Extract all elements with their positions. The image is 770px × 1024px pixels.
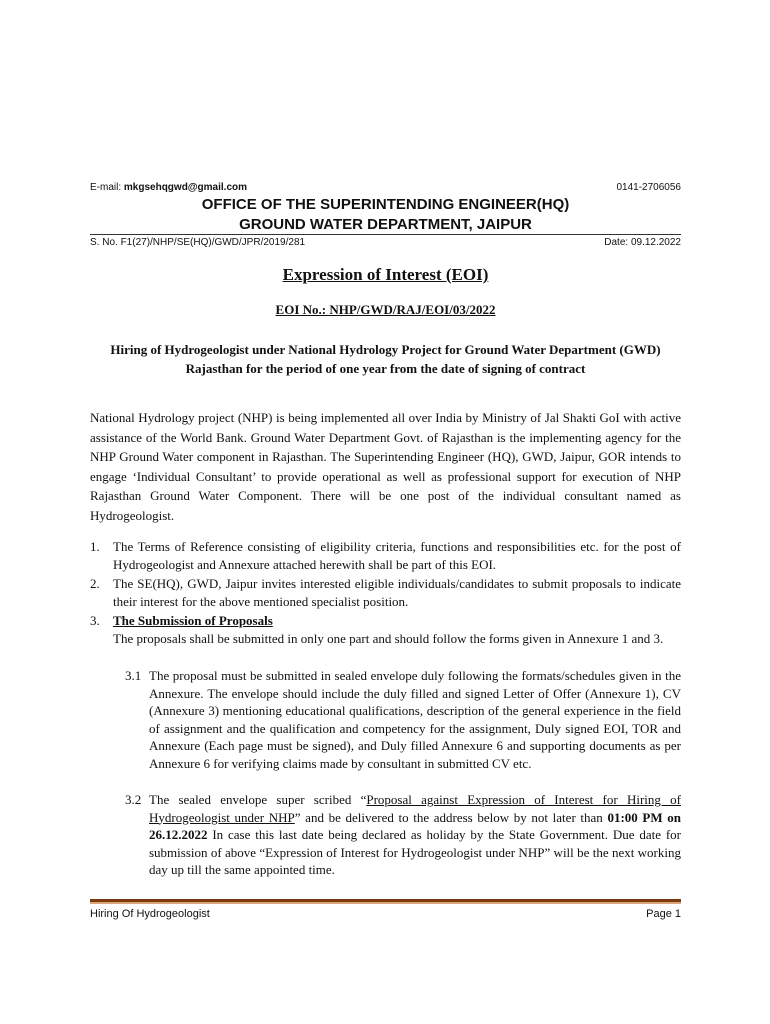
document-date: Date: 09.12.2022 [604, 237, 681, 248]
list-number: 2. [90, 576, 100, 591]
list-number: 3. [90, 613, 100, 628]
office-subtitle: GROUND WATER DEPARTMENT, JAIPUR [239, 216, 532, 233]
footer-rule-shadow [90, 902, 681, 904]
document-title: Expression of Interest (EOI) [282, 265, 489, 284]
section-text: The proposals shall be submitted in only one part and should follow the forms given in Annexure 1 and 3. [113, 630, 664, 646]
submission-deadline: 01:00 PM on 26.12.2022 [149, 809, 681, 842]
footer-title: Hiring Of Hydrogeologist [90, 908, 210, 920]
page-number: Page 1 [646, 908, 681, 920]
sub-item-text [149, 791, 681, 879]
sub-item-text-part: In case this last date being declared as holiday by the State Government. Due date for submission of above “Expression of Interest for Hydrogeologist under NHP” will be the next working day up till the same appointed time. [149, 827, 681, 877]
page-footer [90, 908, 681, 920]
intro-paragraph: National Hydrology project (NHP) is being implemented all over India by Ministry of Jal Shakti GoI with active assistance of the World Bank. Ground Water Department Govt. of Rajasthan is the implementing agency for the NHP Ground Water component in Rajasthan. The Superintending Engineer (HQ), GWD, Jaipur, GOR intends to engage ‘Individual Consultant’ to provide operational as well as professional support for execution of NHP Rajasthan Ground Water Component. There will be one post of the individual consultant named as Hydrogeologist. [90, 410, 681, 523]
sub-item [125, 667, 681, 772]
sub-item-text-part: The sealed envelope super scribed “ [149, 792, 367, 807]
section-heading: The Submission of Proposals [113, 613, 273, 628]
header-divider [90, 234, 681, 235]
list-item [90, 575, 681, 610]
proposal-superscription: Proposal against Expression of Interest for Hiring of Hydrogeologist under NHP [149, 792, 681, 825]
email-line [90, 182, 247, 193]
email-address[interactable]: mkgsehqgwd@gmail.com [123, 182, 248, 193]
sub-item [125, 791, 681, 879]
list-text: The SE(HQ), GWD, Jaipur invites interested eligible individuals/candidates to submit proposals to indicate their interest for the above mentioned specialist position. [113, 576, 681, 609]
email-label: E-mail: [90, 182, 122, 193]
list-text: The Terms of Reference consisting of eligibility criteria, functions and responsibilities etc. for the post of Hydrogeologist and Annexure attached herewith shall be part of this EOI. [113, 539, 681, 572]
reference-row [90, 237, 681, 248]
sub-item-number: 3.2 [125, 792, 142, 807]
eoi-number: EOI No.: NHP/GWD/RAJ/EOI/03/2022 [275, 302, 496, 317]
sub-item-text-part: ” and be delivered to the address below by not later than [294, 809, 608, 825]
list-number: 1. [90, 539, 100, 554]
list-item [90, 612, 681, 647]
sub-item-text: The proposal must be submitted in sealed envelope duly following the formats/schedules given in the Annexure. The envelope should include the duly filled and signed Letter of Offer (Annexure 1), CV (Annexure 3) mentioning educational qualifications, description of the general experience in the field of assignment and the qualification and competency for the assignment, Duly signed EOI, TOR and Annexure (Each page must be signed), and Duly filled Annexure 6 and supporting documents as per Annexure 6 for verifying claims made by consultant in submitted CV etc. [149, 668, 681, 771]
sub-item-number: 3.1 [125, 668, 142, 683]
reference-number: S. No. F1(27)/NHP/SE(HQ)/GWD/JPR/2019/281 [90, 237, 306, 248]
contact-row [90, 182, 681, 193]
subject-heading: Hiring of Hydrogeologist under National Hydrology Project for Ground Water Department (GWD) Rajasthan for the period of one year from the date of signing of contract [110, 342, 661, 376]
office-title: OFFICE OF THE SUPERINTENDING ENGINEER(HQ) [201, 196, 570, 213]
phone-number: 0141-2706056 [616, 182, 681, 193]
list-item [90, 538, 681, 573]
